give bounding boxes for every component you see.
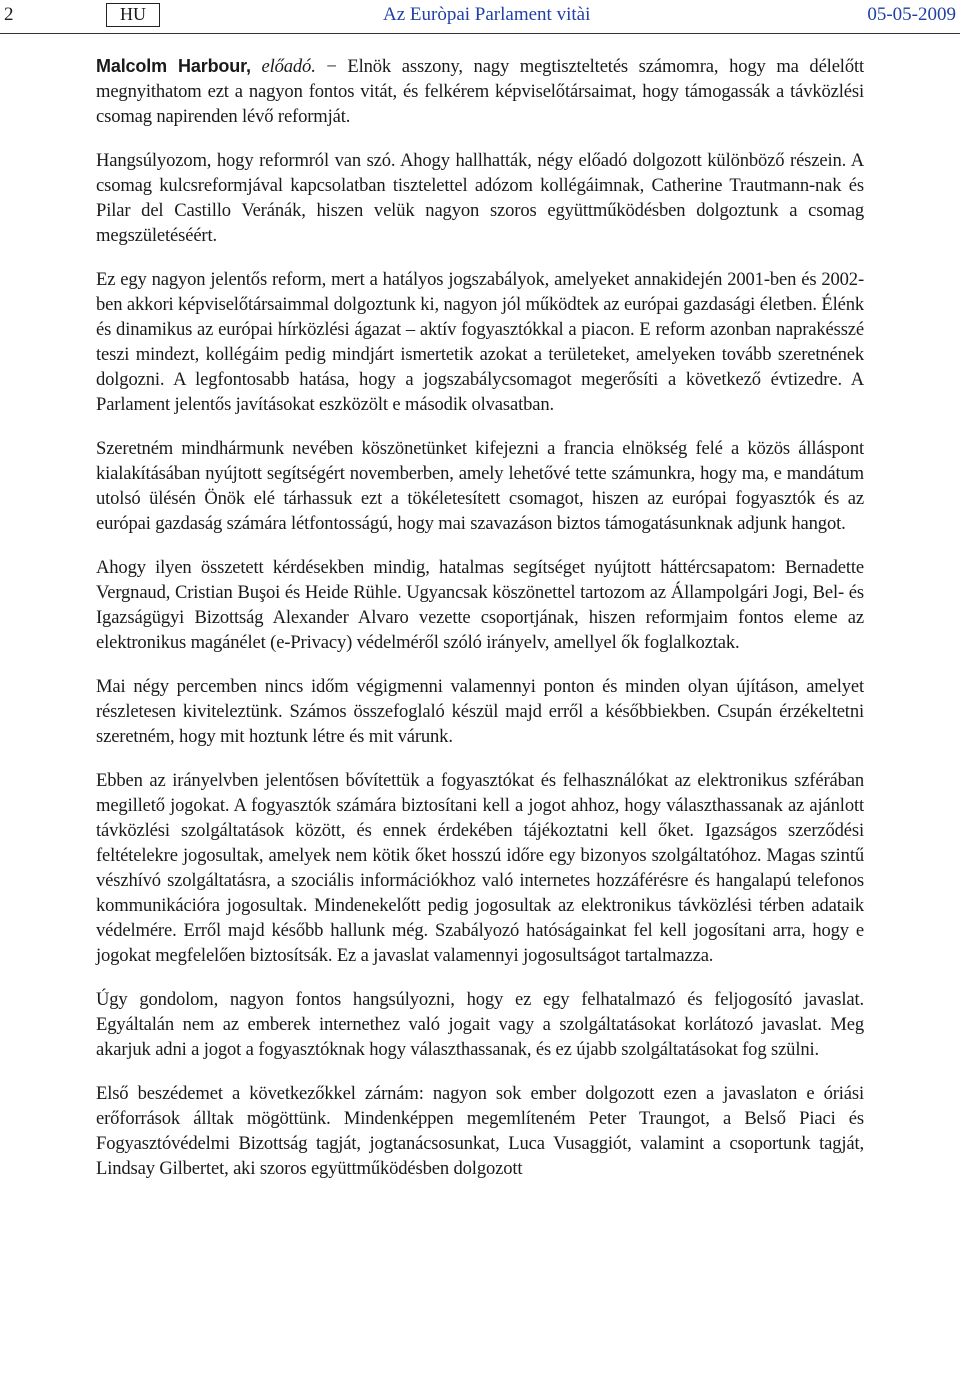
language-code-box: HU: [106, 3, 160, 27]
paragraph: Mai négy percemben nincs időm végigmenni valamennyi ponton és minden olyan újításon, amelyet részletesen kiviteleztünk. Számos összefoglaló készül majd erről a későbbiekben. Csupán érzékeltetni szeretném, hogy mit hoztunk létre és mit várunk.: [96, 676, 864, 747]
document-date: 05-05-2009: [867, 4, 956, 25]
header-divider: [0, 33, 960, 34]
paragraph: Ebben az irányelvben jelentősen bővítettük a fogyasztókat és felhasználókat az elektronikus szférában megillető jogokat. A fogyasztók számára biztosítani kell a jogot ahhoz, hogy választhassanak az ajánlott távközlési szolgáltatások között, és ennek érdekében tájékoztatni kell őket. Igazságos szerződési feltételekre jogosultak, amelyek nem kötik őket hosszú időre egy bizonyos szolgáltatóhoz. Magas szintű vészhívó szolgáltatásra, a szociális információkhoz való internetes hozzáférésre és hangalapú telefonos kommunikációra jogosultak. Mindenekelőtt pedig jogosultak az elektronikus távközlési térben adataik védelmére. Erről majd később hallunk még. Szabályozó hatóságainkat fel kell jogosítani arra, hogy e jogokat megfelelően biztosítsák. Ez a javaslat valamennyi jogosultságot tartalmazza.: [96, 770, 864, 966]
document-title: Az Euròpai Parlament vitài: [383, 4, 591, 25]
paragraph: Úgy gondolom, nagyon fontos hangsúlyozni, hogy ez egy felhatalmazó és feljogosító javaslat. Egyáltalán nem az emberek internethez való jogait vagy a szolgáltatásokat korlátozó javaslat. Meg akarjuk adni a jogot a fogyasztóknak hogy választhassanak, és ez újabb szolgáltatásokat fog szülni.: [96, 989, 864, 1060]
paragraph: Ahogy ilyen összetett kérdésekben mindig, hatalmas segítséget nyújtott háttércsapatom: Bernadette Vergnaud, Cristian Buşoi és Heide Rühle. Ugyancsak köszönettel tartozom az Állampolgári Jogi, Bel- és Igazságügyi Bizottság Alexander Alvaro vezette csoportjának, hiszen reformjaim fontos eleme az elektronikus magánélet (e-Privacy) védelméről szóló irányelv, amellyel ők foglalkoztak.: [96, 557, 864, 653]
intro-text: − Elnök asszony, nagy megtiszteltetés számomra, hogy ma délelőtt megnyithatom ezt a nagyon fontos vitát, és felkérem képviselőtársaimat, hogy támogassák a távközlési csomag napirenden lévő reformját.: [96, 56, 864, 127]
speech-body: [96, 54, 864, 1200]
speaker-name: Malcolm Harbour,: [96, 56, 251, 76]
speech-intro-paragraph: [96, 54, 864, 129]
paragraph: Szeretném mindhármunk nevében köszönetünket kifejezni a francia elnökség felé a közös álláspont kialakításában nyújtott segítségért novemberben, amely lehetővé tette számunkra, hogy ma, e mandátum utolsó ülésén Önök elé tárhassuk ezt a tökéletesített csomagot, hiszen az európai fogyasztók és az európai gazdaság számára létfontosságú, hogy mai szavazáson biztos támogatásunknak adjunk hangot.: [96, 438, 864, 534]
page-header: [0, 0, 960, 34]
paragraph: Ez egy nagyon jelentős reform, mert a hatályos jogszabályok, amelyeket annakidején 2001-ben és 2002-ben akkori képviselőtársaimmal dolgoztunk ki, nagyon jól működtek az európai gazdasági életben. Élénk és dinamikus az európai hírközlési ágazat – aktív fogyasztókkal a piacon. E reform azonban naprakésszé teszi mindezt, kollégáim pedig mindjárt ismertetik azokat a területeket, amelyeken tovább szeretnének dolgozni. A legfontosabb hatása, hogy a jogszabálycsomagot megerősíti a következő évtizedre. A Parlament jelentős javításokat eszközölt e második olvasatban.: [96, 269, 864, 415]
paragraph: Hangsúlyozom, hogy reformról van szó. Ahogy hallhatták, négy előadó dolgozott különböző részein. A csomag kulcsreformjával kapcsolatban tisztelettel adózom kollégáimnak, Catherine Trautmann-nak és Pilar del Castillo Veránák, hiszen velük nagyon szoros együttműködésben dolgoztunk a csomag megszületéséért.: [96, 150, 864, 246]
speaker-role: előadó.: [261, 56, 316, 77]
page-number: 2: [4, 4, 14, 25]
paragraph: Első beszédemet a következőkkel zárnám: nagyon sok ember dolgozott ezen a javaslaton e óriási erőforrások álltak mögöttünk. Mindenképpen megemlíteném Peter Traungot, a Belső Piaci és Fogyasztóvédelmi Bizottság tagját, jogtanácsosunkat, Luca Vusaggiót, valamint a csoportunk tagját, Lindsay Gilbertet, aki szoros együttműködésben dolgozott: [96, 1083, 864, 1179]
